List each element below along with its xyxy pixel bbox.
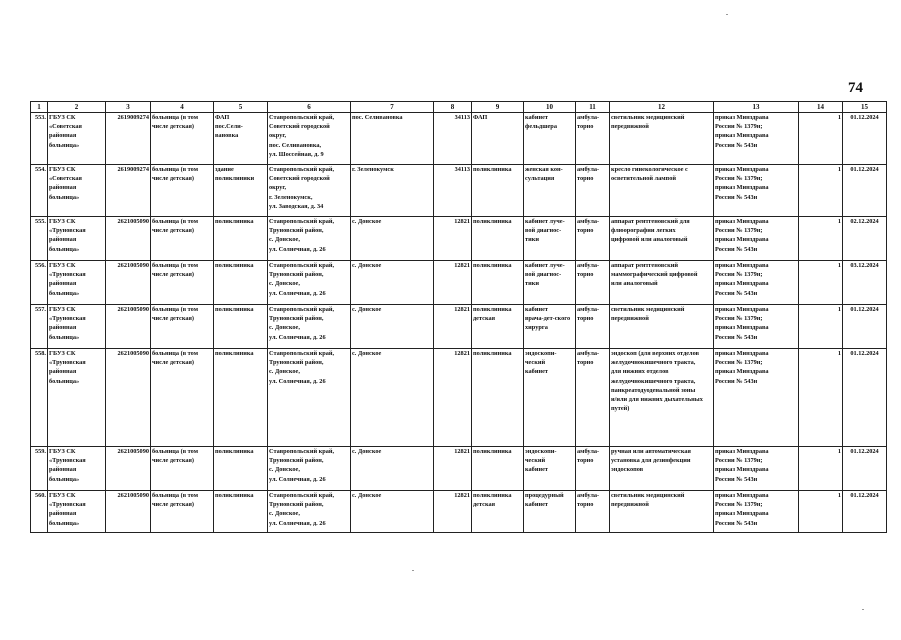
supply-date-cell: 03.12.2024 xyxy=(843,261,887,305)
structural-unit-cell: поликлиника xyxy=(214,261,268,305)
quantity-cell: 1 xyxy=(799,217,843,261)
oktmo-code-cell: 12821 xyxy=(434,491,472,533)
header-cell: 9 xyxy=(472,102,524,113)
care-condition-cell: амбула- торно xyxy=(576,447,610,491)
address-cell: Ставропольский край, Советский городской округ, г. Зеленокумск, ул. Заводская, д. 34 xyxy=(268,165,351,217)
care-condition-cell: амбула- торно xyxy=(576,491,610,533)
row-number-cell: 557. xyxy=(31,305,48,349)
room-cell: кабинет луче- вой диагнос- тики xyxy=(524,261,576,305)
equipment-name-cell: ручная или автоматическая установка для дезинфекции эндоскопов xyxy=(610,447,714,491)
structural-unit-cell: поликлиника xyxy=(214,305,268,349)
regulation-order-cell: приказ Минздрава России № 1379н; приказ Минздрава России № 543н xyxy=(714,261,799,305)
settlement-cell: с. Донское xyxy=(351,447,434,491)
organization-name-cell: ГБУЗ СК «Труновская районная больница» xyxy=(48,305,106,349)
organization-name-cell: ГБУЗ СК «Советская районная больница» xyxy=(48,113,106,165)
institution-type-cell: больница (в том числе детская) xyxy=(151,447,214,491)
address-cell: Ставропольский край, Советский городской округ, пос. Селивановка, ул. Шоссейная, д. 9 xyxy=(268,113,351,165)
oktmo-code-cell: 12821 xyxy=(434,305,472,349)
structural-unit-cell: ФАП пос.Сели- вановка xyxy=(214,113,268,165)
header-cell: 3 xyxy=(106,102,151,113)
header-cell: 7 xyxy=(351,102,434,113)
equipment-registry-table xyxy=(30,101,887,533)
table-row xyxy=(31,491,887,533)
structural-unit-cell: поликлиника xyxy=(214,447,268,491)
header-cell: 15 xyxy=(843,102,887,113)
oktmo-code-cell: 12821 xyxy=(434,261,472,305)
page-number: 74 xyxy=(848,80,863,96)
address-cell: Ставропольский край, Труновский район, с. Донское, ул. Солнечная, д. 26 xyxy=(268,447,351,491)
room-cell: эндоскопи- ческий кабинет xyxy=(524,447,576,491)
quantity-cell: 1 xyxy=(799,349,843,447)
address-cell: Ставропольский край, Труновский район, с. Донское, ул. Солнечная, д. 26 xyxy=(268,261,351,305)
settlement-cell: с. Донское xyxy=(351,349,434,447)
equipment-name-cell: эндоскоп (для верхних отделов желудочнокишечного тракта, для нижних отделов желудочнокишечного тракта, панкреатодуоденальной зоны и/или для нижних дыхательных путей) xyxy=(610,349,714,447)
organization-name-cell: ГБУЗ СК «Труновская районная больница» xyxy=(48,261,106,305)
organization-code-cell: 2621005090 xyxy=(106,305,151,349)
settlement-cell: с. Донское xyxy=(351,491,434,533)
organization-name-cell: ГБУЗ СК «Труновская районная больница» xyxy=(48,217,106,261)
header-cell: 1 xyxy=(31,102,48,113)
organization-code-cell: 2619009274 xyxy=(106,113,151,165)
room-cell: кабинет луче- вой диагнос- тики xyxy=(524,217,576,261)
department-cell: поликлиника детская xyxy=(472,305,524,349)
equipment-name-cell: аппарат рентгеновский для флюорографии легких цифровой или аналоговый xyxy=(610,217,714,261)
department-cell: поликлиника xyxy=(472,349,524,447)
institution-type-cell: больница (в том числе детская) xyxy=(151,165,214,217)
header-cell: 11 xyxy=(576,102,610,113)
structural-unit-cell: поликлиника xyxy=(214,349,268,447)
care-condition-cell: амбула- торно xyxy=(576,113,610,165)
institution-type-cell: больница (в том числе детская) xyxy=(151,217,214,261)
regulation-order-cell: приказ Минздрава России № 1379н; приказ Минздрава России № 543н xyxy=(714,491,799,533)
organization-code-cell: 2621005090 xyxy=(106,349,151,447)
settlement-cell: пос. Селивановка xyxy=(351,113,434,165)
table-row xyxy=(31,349,887,447)
department-cell: поликлиника xyxy=(472,447,524,491)
quantity-cell: 1 xyxy=(799,165,843,217)
supply-date-cell: 01.12.2024 xyxy=(843,349,887,447)
row-number-cell: 558. xyxy=(31,349,48,447)
regulation-order-cell: приказ Минздрава России № 1379н; приказ Минздрава России № 543н xyxy=(714,165,799,217)
department-cell: поликлиника xyxy=(472,217,524,261)
organization-code-cell: 2621005090 xyxy=(106,261,151,305)
institution-type-cell: больница (в том числе детская) xyxy=(151,305,214,349)
organization-name-cell: ГБУЗ СК «Труновская районная больница» xyxy=(48,447,106,491)
row-number-cell: 560. xyxy=(31,491,48,533)
regulation-order-cell: приказ Минздрава России № 1379н; приказ Минздрава России № 543н xyxy=(714,113,799,165)
header-cell: 6 xyxy=(268,102,351,113)
organization-code-cell: 2621005090 xyxy=(106,447,151,491)
settlement-cell: с. Донское xyxy=(351,261,434,305)
structural-unit-cell: поликлиника xyxy=(214,491,268,533)
room-cell: кабинет фельдшера xyxy=(524,113,576,165)
header-cell: 14 xyxy=(799,102,843,113)
care-condition-cell: амбула- торно xyxy=(576,165,610,217)
table-row xyxy=(31,447,887,491)
organization-name-cell: ГБУЗ СК «Труновская районная больница» xyxy=(48,491,106,533)
row-number-cell: 554. xyxy=(31,165,48,217)
table-row xyxy=(31,305,887,349)
care-condition-cell: амбула- торно xyxy=(576,349,610,447)
address-cell: Ставропольский край, Труновский район, с. Донское, ул. Солнечная, д. 26 xyxy=(268,217,351,261)
regulation-order-cell: приказ Минздрава России № 1379н; приказ Минздрава России № 543н xyxy=(714,305,799,349)
care-condition-cell: амбула- торно xyxy=(576,305,610,349)
supply-date-cell: 01.12.2024 xyxy=(843,165,887,217)
institution-type-cell: больница (в том числе детская) xyxy=(151,261,214,305)
organization-code-cell: 2621005090 xyxy=(106,491,151,533)
table-row xyxy=(31,217,887,261)
row-number-cell: 555. xyxy=(31,217,48,261)
regulation-order-cell: приказ Минздрава России № 1379н; приказ Минздрава России № 543н xyxy=(714,447,799,491)
header-cell: 10 xyxy=(524,102,576,113)
room-cell: эндоскопи- ческий кабинет xyxy=(524,349,576,447)
oktmo-code-cell: 12821 xyxy=(434,217,472,261)
row-number-cell: 559. xyxy=(31,447,48,491)
equipment-name-cell: светильник медицинский передвижной xyxy=(610,305,714,349)
oktmo-code-cell: 12821 xyxy=(434,349,472,447)
supply-date-cell: 01.12.2024 xyxy=(843,491,887,533)
regulation-order-cell: приказ Минздрава России № 1379н; приказ Минздрава России № 543н xyxy=(714,349,799,447)
row-number-cell: 553. xyxy=(31,113,48,165)
equipment-name-cell: светильник медицинский передвижной xyxy=(610,491,714,533)
settlement-cell: г. Зеленокумск xyxy=(351,165,434,217)
header-cell: 5 xyxy=(214,102,268,113)
oktmo-code-cell: 34113 xyxy=(434,113,472,165)
supply-date-cell: 01.12.2024 xyxy=(843,447,887,491)
header-cell: 4 xyxy=(151,102,214,113)
oktmo-code-cell: 12821 xyxy=(434,447,472,491)
care-condition-cell: амбула- торно xyxy=(576,217,610,261)
supply-date-cell: 01.12.2024 xyxy=(843,305,887,349)
department-cell: поликлиника xyxy=(472,165,524,217)
settlement-cell: с. Донское xyxy=(351,217,434,261)
quantity-cell: 1 xyxy=(799,491,843,533)
supply-date-cell: 02.12.2024 xyxy=(843,217,887,261)
department-cell: поликлиника xyxy=(472,261,524,305)
table-row xyxy=(31,261,887,305)
institution-type-cell: больница (в том числе детская) xyxy=(151,349,214,447)
oktmo-code-cell: 34113 xyxy=(434,165,472,217)
header-cell: 2 xyxy=(48,102,106,113)
quantity-cell: 1 xyxy=(799,261,843,305)
quantity-cell: 1 xyxy=(799,113,843,165)
equipment-name-cell: аппарат рентгеновский маммографический цифровой или аналоговый xyxy=(610,261,714,305)
equipment-name-cell: кресло гинекологическое с осветительной лампой xyxy=(610,165,714,217)
care-condition-cell: амбула- торно xyxy=(576,261,610,305)
regulation-order-cell: приказ Минздрава России № 1379н; приказ Минздрава России № 543н xyxy=(714,217,799,261)
structural-unit-cell: поликлиника xyxy=(214,217,268,261)
row-number-cell: 556. xyxy=(31,261,48,305)
header-cell: 13 xyxy=(714,102,799,113)
supply-date-cell: 01.12.2024 xyxy=(843,113,887,165)
address-cell: Ставропольский край, Труновский район, с. Донское, ул. Солнечная, д. 26 xyxy=(268,349,351,447)
institution-type-cell: больница (в том числе детская) xyxy=(151,113,214,165)
room-cell: кабинет врача-дет-ского хирурга xyxy=(524,305,576,349)
room-cell: процедурный кабинет xyxy=(524,491,576,533)
table-row xyxy=(31,113,887,165)
structural-unit-cell: здание поликлиники xyxy=(214,165,268,217)
department-cell: ФАП xyxy=(472,113,524,165)
room-cell: женская кон- сультация xyxy=(524,165,576,217)
quantity-cell: 1 xyxy=(799,305,843,349)
organization-code-cell: 2619009274 xyxy=(106,165,151,217)
table-row xyxy=(31,165,887,217)
equipment-name-cell: светильник медицинский передвижной xyxy=(610,113,714,165)
header-row xyxy=(31,102,887,113)
organization-name-cell: ГБУЗ СК «Советская районная больница» xyxy=(48,165,106,217)
address-cell: Ставропольский край, Труновский район, с. Донское, ул. Солнечная, д. 26 xyxy=(268,305,351,349)
settlement-cell: с. Донское xyxy=(351,305,434,349)
quantity-cell: 1 xyxy=(799,447,843,491)
address-cell: Ставропольский край, Труновский район, с. Донское, ул. Солнечная, д. 26 xyxy=(268,491,351,533)
organization-code-cell: 2621005090 xyxy=(106,217,151,261)
institution-type-cell: больница (в том числе детская) xyxy=(151,491,214,533)
header-cell: 8 xyxy=(434,102,472,113)
header-cell: 12 xyxy=(610,102,714,113)
organization-name-cell: ГБУЗ СК «Труновская районная больница» xyxy=(48,349,106,447)
department-cell: поликлиника детская xyxy=(472,491,524,533)
